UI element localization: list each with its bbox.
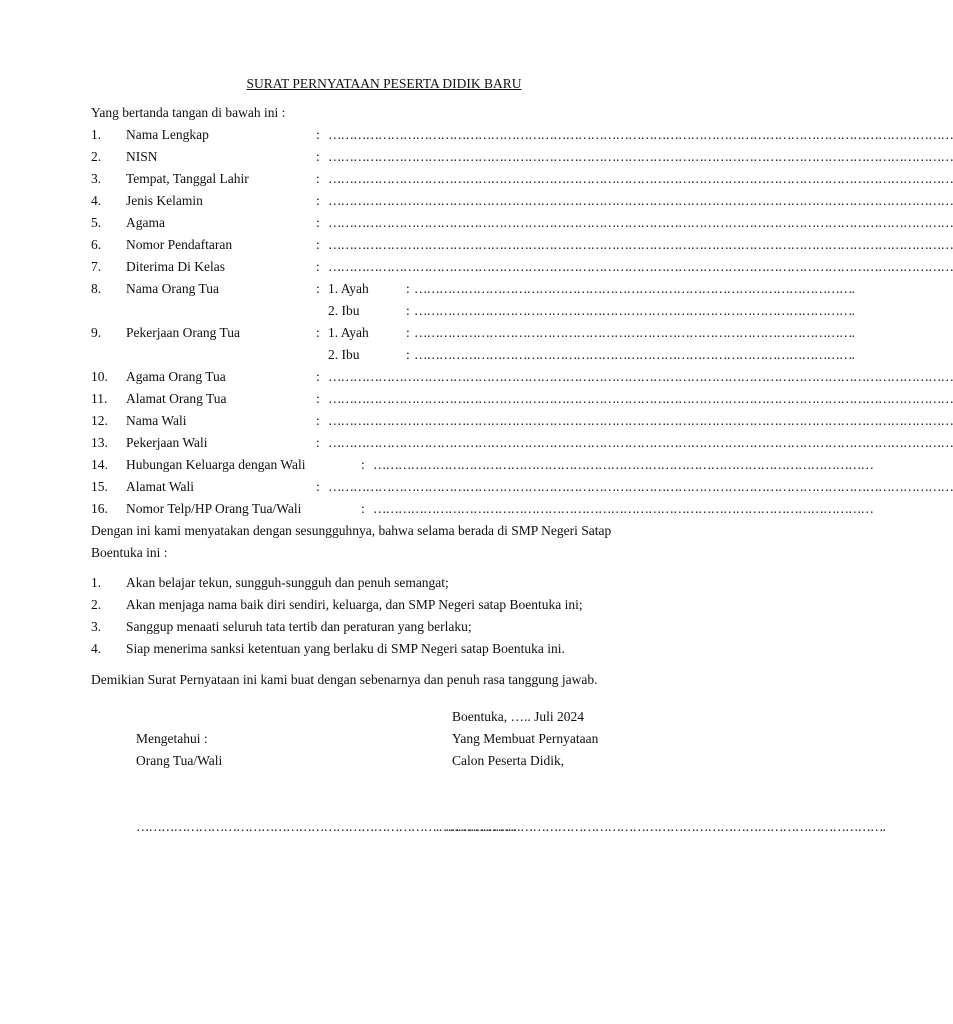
field-label: Nomor Pendaftaran — [126, 237, 233, 252]
pledge-text: Sanggup menaati seluruh tata tertib dan peraturan yang berlaku; — [126, 619, 472, 634]
field-colon: : — [316, 193, 320, 208]
field-colon: : — [316, 479, 320, 494]
mother-name-dots[interactable]: ……………………………………………………………………………………………. — [414, 303, 854, 318]
field-colon: : — [316, 171, 320, 186]
field-value-dots[interactable]: …………………………………………………………………………………………………………………………………… — [328, 413, 953, 428]
sub-label-ayah: 1. Ayah — [328, 325, 369, 340]
field-number: 15. — [91, 479, 108, 494]
field-number: 9. — [91, 325, 102, 340]
field-label: Tempat, Tanggal Lahir — [126, 171, 249, 186]
field-label: Nama Wali — [126, 413, 187, 428]
pledge-number: 1. — [91, 575, 102, 590]
sub-label-ibu: 2. Ibu — [328, 303, 360, 318]
field-number: 11. — [91, 391, 108, 406]
field-label: Agama Orang Tua — [126, 369, 226, 384]
field-number: 12. — [91, 413, 108, 428]
field-label: Pekerjaan Orang Tua — [126, 325, 240, 340]
field-value-dots[interactable]: …………………………………………………………………………………………………………………………………… — [328, 391, 953, 406]
field-value-dots[interactable]: ………………………………………………………………………………………………………… — [373, 501, 873, 516]
pledge-number: 2. — [91, 597, 102, 612]
pledge-number: 4. — [91, 641, 102, 656]
field-value-dots[interactable]: …………………………………………………………………………………………………………………………………… — [328, 435, 953, 450]
field-number: 3. — [91, 171, 102, 186]
student-candidate-label: Calon Peserta Didik, — [452, 753, 565, 768]
mother-job-dots[interactable]: ……………………………………………………………………………………………. — [414, 347, 854, 362]
field-number: 8. — [91, 281, 102, 296]
student-signature-line[interactable]: ……………………………………………………………………………………………. — [445, 819, 885, 834]
field-value-dots[interactable]: …………………………………………………………………………………………………………………………………… — [328, 237, 953, 252]
field-value-dots[interactable]: …………………………………………………………………………………………………………………………………… — [328, 193, 953, 208]
field-number: 14. — [91, 457, 108, 472]
field-label: Agama — [126, 215, 165, 230]
sub-label-ibu: 2. Ibu — [328, 347, 360, 362]
place-date: Boentuka, ….. Juli 2024 — [452, 709, 584, 724]
field-number: 10. — [91, 369, 108, 384]
document-title: SURAT PERNYATAAN PESERTA DIDIK BARU — [246, 76, 522, 91]
declarant-label: Yang Membuat Pernyataan — [452, 731, 599, 746]
field-number: 5. — [91, 215, 102, 230]
field-number: 1. — [91, 127, 102, 142]
field-number: 4. — [91, 193, 102, 208]
pledge-text: Akan belajar tekun, sungguh-sungguh dan penuh semangat; — [126, 575, 449, 590]
statement-line-1: Dengan ini kami menyatakan dengan sesungguhnya, bahwa selama berada di SMP Negeri Satap — [91, 523, 612, 538]
field-colon: : — [316, 259, 320, 274]
father-job-dots[interactable]: ……………………………………………………………………………………………. — [414, 325, 854, 340]
field-number: 7. — [91, 259, 102, 274]
field-value-dots[interactable]: …………………………………………………………………………………………………………………………………… — [328, 171, 953, 186]
acknowledged-label: Mengetahui : — [136, 731, 208, 746]
sub-colon: : — [406, 303, 410, 318]
field-colon: : — [316, 281, 320, 296]
field-colon: : — [316, 413, 320, 428]
field-colon: : — [361, 501, 365, 516]
field-value-dots[interactable]: …………………………………………………………………………………………………………………………………… — [328, 259, 953, 274]
field-value-dots[interactable]: …………………………………………………………………………………………………………………………………… — [328, 369, 953, 384]
field-colon: : — [316, 127, 320, 142]
pledge-text: Siap menerima sanksi ketentuan yang berlaku di SMP Negeri satap Boentuka ini. — [126, 641, 565, 656]
field-number: 16. — [91, 501, 108, 516]
pledge-text: Akan menjaga nama baik diri sendiri, keluarga, dan SMP Negeri satap Boentuka ini; — [126, 597, 583, 612]
field-label: Alamat Wali — [126, 479, 195, 494]
intro-text: Yang bertanda tangan di bawah ini : — [91, 105, 286, 120]
parent-guardian-label: Orang Tua/Wali — [136, 753, 223, 768]
field-number: 13. — [91, 435, 108, 450]
field-label: Nama Lengkap — [126, 127, 209, 142]
sub-colon: : — [406, 281, 410, 296]
field-label: Diterima Di Kelas — [126, 259, 225, 274]
field-label: Nomor Telp/HP Orang Tua/Wali — [126, 501, 302, 516]
parent-signature-line[interactable]: ……………………………………………………………….………………. — [136, 819, 516, 834]
field-number: 6. — [91, 237, 102, 252]
sub-label-ayah: 1. Ayah — [328, 281, 369, 296]
field-label: Jenis Kelamin — [126, 193, 203, 208]
field-value-dots[interactable]: …………………………………………………………………………………………………………………………………… — [328, 215, 953, 230]
field-value-dots[interactable]: …………………………………………………………………………………………………………………………………… — [328, 479, 953, 494]
closing-text: Demikian Surat Pernyataan ini kami buat dengan sebenarnya dan penuh rasa tanggung jawab. — [91, 672, 598, 687]
field-colon: : — [316, 215, 320, 230]
field-colon: : — [316, 435, 320, 450]
field-value-dots[interactable]: …………………………………………………………………………………………………………………………………… — [328, 149, 953, 164]
field-colon: : — [316, 325, 320, 340]
pledge-number: 3. — [91, 619, 102, 634]
sub-colon: : — [406, 325, 410, 340]
field-label: NISN — [126, 149, 158, 164]
field-value-dots[interactable]: ………………………………………………………………………………………………………… — [373, 457, 873, 472]
field-label: Nama Orang Tua — [126, 281, 219, 296]
statement-line-2: Boentuka ini : — [91, 545, 168, 560]
field-number: 2. — [91, 149, 102, 164]
field-colon: : — [316, 369, 320, 384]
field-label: Alamat Orang Tua — [126, 391, 227, 406]
sub-colon: : — [406, 347, 410, 362]
field-colon: : — [361, 457, 365, 472]
field-value-dots[interactable]: …………………………………………………………………………………………………………………………………… — [328, 127, 953, 142]
field-colon: : — [316, 149, 320, 164]
father-name-dots[interactable]: ……………………………………………………………………………………………. — [414, 281, 854, 296]
field-label: Pekerjaan Wali — [126, 435, 208, 450]
field-colon: : — [316, 237, 320, 252]
field-colon: : — [316, 391, 320, 406]
field-label: Hubungan Keluarga dengan Wali — [126, 457, 306, 472]
